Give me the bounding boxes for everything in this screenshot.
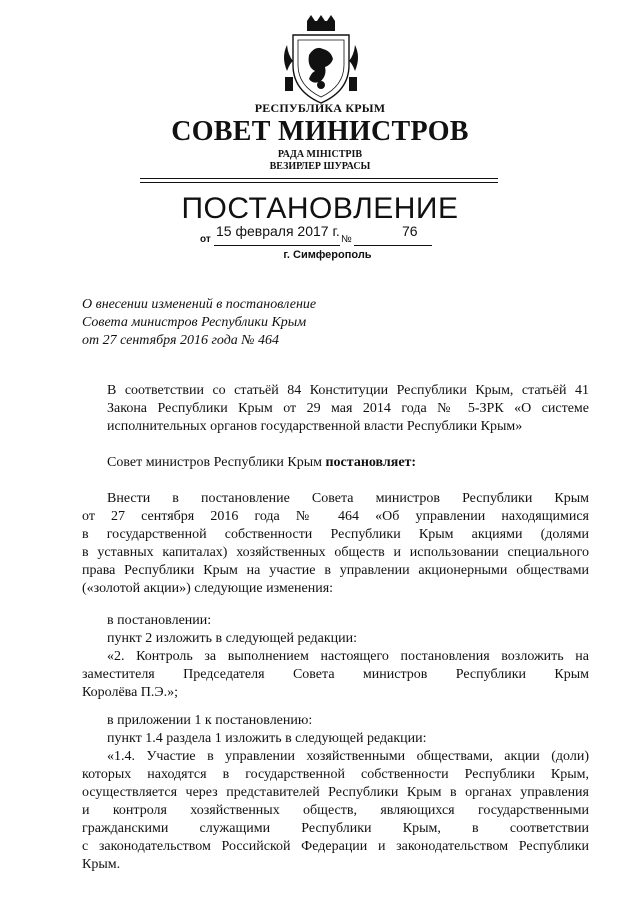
document-subject — [82, 296, 316, 350]
council-heading: СОВЕТ МИНИСТРОВ — [171, 116, 469, 147]
city-label: г. Симферополь — [283, 249, 372, 261]
paragraph-line: от 27 сентября 2016 года № 464 «Об управлении находящимися — [82, 509, 589, 524]
paragraph-line: заместителя Председателя Совета министров Республики Крым — [82, 667, 589, 682]
quoted-clause-1-4 — [82, 748, 589, 874]
list-item-text: пункт 2 изложить в следующей редакции: — [107, 631, 357, 646]
council-heading-ukrainian: РАДА МІНІСТРІВ — [277, 149, 363, 160]
paragraph-line: в уставных капиталах) хозяйственных обществ и использовании специального — [82, 545, 589, 560]
header-divider-thin — [140, 182, 498, 183]
paragraph-line: «2. Контроль за выполнением настоящего постановления возложить на — [107, 649, 589, 664]
subject-line: О внесении изменений в постановление — [82, 297, 317, 312]
paragraph-line: В соответствии со статьёй 84 Конституции Республики Крым, статьёй 41 — [107, 383, 589, 398]
paragraph-line: Королёва П.Э.»; — [82, 685, 179, 700]
paragraph-line: права Республики Крым на участие в управлении акционерными обществами — [82, 563, 589, 578]
paragraph-line: в государственной собственности Республики Крым акциями (долями — [82, 527, 589, 542]
preamble-paragraph — [82, 382, 589, 436]
crimea-emblem-icon — [279, 15, 363, 107]
date-number-line — [200, 223, 440, 249]
subject-line: Совета министров Республики Крым — [82, 315, 307, 330]
number-sign-label: № — [341, 234, 352, 245]
amendment-paragraph — [82, 490, 589, 598]
resolution-text: Совет министров Республики Крым — [107, 455, 326, 470]
resolution-keyword: постановляет: — [325, 455, 417, 470]
council-heading-crimean-tatar: ВЕЗИРЛЕР ШУРАСЫ — [269, 161, 371, 172]
date-prefix-label: от — [200, 234, 211, 245]
header-divider — [140, 178, 498, 179]
paragraph-line: Закона Республики Крым от 29 мая 2014 года № 5-ЗРК «О системе — [107, 401, 589, 416]
republic-heading: РЕСПУБЛИКА КРЫМ — [254, 101, 386, 115]
paragraph-line: «1.4. Участие в управлении хозяйственными обществами, акции (доли) — [107, 749, 589, 764]
document-type-title: ПОСТАНОВЛЕНИЕ — [181, 192, 459, 225]
resolution-paragraph — [107, 454, 567, 472]
document-number: 76 — [402, 223, 418, 239]
subject-line: от 27 сентября 2016 года № 464 — [82, 333, 280, 348]
paragraph-line: Крым. — [82, 857, 121, 872]
paragraph-line: и контроля хозяйственных обществ, являющихся государственными — [82, 803, 589, 818]
paragraph-line: («золотой акции») следующие изменения: — [82, 581, 334, 596]
paragraph-line: исполнительных органов государственной власти Республики Крым» — [107, 419, 523, 434]
list-item-text: в приложении 1 к постановлению: — [107, 713, 313, 728]
paragraph-line: с законодательством Российской Федерации и законодательством Республики — [82, 839, 589, 854]
number-underline — [354, 245, 432, 246]
paragraph-line: гражданскими служащими Республики Крым, в соответствии — [82, 821, 589, 836]
quoted-clause-2 — [82, 648, 589, 702]
document-date: 15 февраля 2017 г. — [216, 223, 340, 239]
list-item-text: пункт 1.4 раздела 1 изложить в следующей редакции: — [107, 731, 427, 746]
paragraph-line: которых находятся в государственной собственности Республики Крым, — [82, 767, 589, 782]
list-item-text: в постановлении: — [107, 613, 212, 628]
paragraph-line: Внести в постановление Совета министров Республики Крым — [107, 491, 589, 506]
date-underline — [214, 245, 340, 246]
paragraph-line: осуществляется через представителей Республики Крым в органах управления — [82, 785, 589, 800]
